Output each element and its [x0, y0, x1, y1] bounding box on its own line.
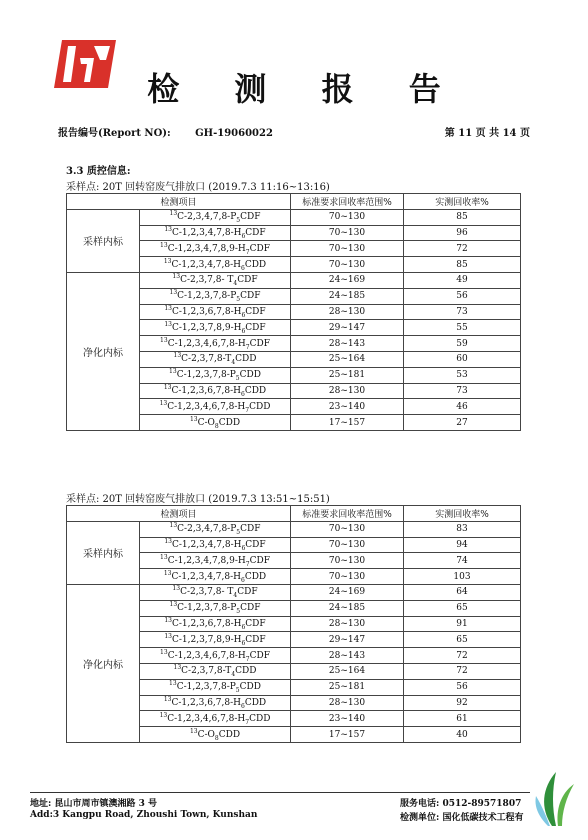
compound-name: C-1,2,3,7,8,9-H	[171, 634, 242, 645]
isotope-mass: 13	[164, 617, 172, 625]
halogen-count: 5	[236, 608, 241, 616]
range-cell: 17~157	[291, 415, 404, 431]
range-cell: 23~140	[291, 711, 404, 727]
item-cell	[140, 351, 291, 367]
sampling-point-2: 采样点: 20T 回转窑废气排放口 (2019.7.3 13:51~15:51)	[66, 494, 330, 505]
range-cell: 24~185	[291, 288, 404, 304]
table-row	[67, 272, 521, 288]
isotope-mass: 13	[163, 696, 172, 704]
recovery-cell: 83	[404, 521, 521, 537]
compound-name: C-1,2,3,4,7,8-H	[171, 228, 242, 239]
compound-name: C-1,2,3,6,7,8-H	[171, 307, 242, 318]
range-cell: 24~169	[291, 272, 404, 288]
halogen-count: 5	[235, 687, 240, 695]
footer-divider	[30, 792, 530, 793]
range-cell: 25~181	[291, 679, 404, 695]
recovery-cell: 94	[404, 537, 521, 553]
range-cell: 24~185	[291, 600, 404, 616]
range-cell: 70~130	[291, 553, 404, 569]
qc-table-2	[66, 505, 521, 743]
halogen-count: 6	[240, 390, 245, 398]
isotope-mass: 13	[169, 368, 177, 376]
halogen-count: 5	[236, 529, 241, 537]
compound-name: C-1,2,3,4,6,7,8-H	[167, 650, 246, 661]
recovery-cell: 72	[404, 648, 521, 664]
halogen-count: 7	[245, 655, 250, 663]
column-header: 标准要求回收率范围%	[291, 506, 404, 522]
halogen-count: 8	[214, 422, 219, 430]
halogen-count: 6	[240, 576, 245, 584]
recovery-cell: 27	[404, 415, 521, 431]
group-label: 采样内标	[67, 209, 140, 272]
compound-name: C-1,2,3,4,6,7,8-H	[167, 338, 246, 349]
compound-class: CDF	[245, 228, 266, 239]
item-cell	[140, 383, 291, 399]
isotope-mass: 13	[173, 352, 182, 360]
compound-name: C-1,2,3,7,8-P	[176, 682, 236, 693]
recovery-cell: 60	[404, 351, 521, 367]
recovery-cell: 85	[404, 209, 521, 225]
compound-class: CDF	[249, 243, 270, 254]
isotope-mass: 13	[163, 384, 172, 392]
recovery-cell: 56	[404, 679, 521, 695]
halogen-count: 6	[241, 623, 246, 631]
compound-class: CDF	[240, 291, 261, 302]
compound-name: C-1,2,3,4,7,8-H	[171, 259, 241, 270]
compound-name: C-1,2,3,4,7,8-H	[171, 571, 241, 582]
item-cell	[140, 225, 291, 241]
compound-name: C-1,2,3,4,7,8,9-H	[167, 555, 246, 566]
isotope-mass: 13	[169, 522, 178, 530]
recovery-cell: 91	[404, 616, 521, 632]
item-cell	[140, 272, 291, 288]
isotope-mass: 13	[160, 336, 168, 344]
page-indicator: 第 11 页 共 14 页	[444, 128, 530, 139]
item-cell	[140, 304, 291, 320]
range-cell: 70~130	[291, 569, 404, 585]
item-cell	[140, 632, 291, 648]
halogen-count: 7	[245, 343, 250, 351]
recovery-cell: 61	[404, 711, 521, 727]
compound-class: CDD	[244, 698, 267, 709]
recovery-cell: 72	[404, 663, 521, 679]
range-cell: 29~147	[291, 632, 404, 648]
table-header-row	[67, 506, 521, 522]
compound-name: C-2,3,7,8- T	[180, 275, 234, 286]
compound-name: C-2,3,7,8- T	[180, 587, 234, 598]
compound-class: CDF	[249, 338, 270, 349]
recovery-cell: 55	[404, 320, 521, 336]
halogen-count: 6	[241, 232, 246, 240]
halogen-count: 6	[241, 311, 246, 319]
footer-address-en: Add:3 Kangpu Road, Zhoushi Town, Kunshan	[30, 810, 258, 820]
compound-class: CDF	[245, 540, 266, 551]
compound-name: C-1,2,3,4,7,8-H	[171, 540, 242, 551]
compound-class: CDF	[249, 650, 270, 661]
compound-class: CDD	[218, 417, 241, 428]
column-header: 检测项目	[67, 194, 291, 210]
item-cell	[140, 616, 291, 632]
halogen-count: 4	[231, 359, 236, 367]
compound-class: CDF	[240, 603, 261, 614]
recovery-cell: 65	[404, 632, 521, 648]
compound-class: CDD	[244, 386, 267, 397]
recovery-cell: 49	[404, 272, 521, 288]
compound-class: CDD	[239, 370, 261, 381]
range-cell: 25~181	[291, 367, 404, 383]
qc-table-1	[66, 193, 521, 431]
range-cell: 28~143	[291, 336, 404, 352]
isotope-mass: 13	[163, 257, 172, 265]
halogen-count: 6	[241, 544, 246, 552]
range-cell: 70~130	[291, 225, 404, 241]
isotope-mass: 13	[169, 601, 178, 609]
recovery-cell: 74	[404, 553, 521, 569]
isotope-mass: 13	[189, 415, 198, 423]
compound-name: C-1,2,3,7,8,9-H	[171, 322, 242, 333]
compound-class: CDF	[237, 275, 258, 286]
isotope-mass: 13	[164, 305, 172, 313]
halogen-count: 4	[231, 671, 236, 679]
compound-class: CDD	[218, 729, 241, 740]
compound-name: C-1,2,3,6,7,8-H	[171, 698, 241, 709]
range-cell: 70~130	[291, 257, 404, 273]
compound-name: C-1,2,3,6,7,8-H	[171, 619, 242, 630]
compound-class: CDD	[235, 666, 257, 677]
compound-class: CDD	[249, 401, 271, 412]
column-header: 检测项目	[67, 506, 291, 522]
isotope-mass: 13	[173, 664, 182, 672]
leaf-watermark-icon	[530, 768, 578, 828]
item-cell	[140, 695, 291, 711]
halogen-count: 7	[245, 560, 250, 568]
range-cell: 28~130	[291, 304, 404, 320]
halogen-count: 5	[235, 375, 240, 383]
isotope-mass: 13	[164, 632, 172, 640]
item-cell	[140, 288, 291, 304]
item-cell	[140, 241, 291, 257]
compound-name: C-O	[197, 417, 215, 428]
table-row	[67, 521, 521, 537]
compound-name: C-1,2,3,4,6,7,8-H	[167, 713, 246, 724]
range-cell: 17~157	[291, 727, 404, 743]
item-cell	[140, 679, 291, 695]
column-header: 实测回收率%	[404, 506, 521, 522]
isotope-mass: 13	[159, 399, 168, 407]
item-cell	[140, 257, 291, 273]
footer-phone: 服务电话: 0512-89571807	[400, 799, 522, 809]
halogen-count: 7	[245, 248, 250, 256]
compound-class: CDF	[245, 307, 266, 318]
compound-name: C-O	[197, 729, 215, 740]
halogen-count: 5	[236, 296, 241, 304]
group-label: 采样内标	[67, 521, 140, 584]
recovery-cell: 96	[404, 225, 521, 241]
recovery-cell: 40	[404, 727, 521, 743]
recovery-cell: 56	[404, 288, 521, 304]
column-header: 实测回收率%	[404, 194, 521, 210]
compound-name: C-1,2,3,7,8-P	[177, 291, 237, 302]
range-cell: 70~130	[291, 241, 404, 257]
document-title: 检 测 报 告	[147, 70, 463, 108]
compound-class: CDD	[244, 259, 267, 270]
compound-name: C-2,3,4,7,8-P	[177, 212, 237, 223]
range-cell: 28~130	[291, 383, 404, 399]
isotope-mass: 13	[169, 210, 178, 218]
table-header-row	[67, 194, 521, 210]
range-cell: 70~130	[291, 521, 404, 537]
isotope-mass: 13	[189, 727, 198, 735]
recovery-cell: 64	[404, 584, 521, 600]
item-cell	[140, 415, 291, 431]
recovery-cell: 53	[404, 367, 521, 383]
halogen-count: 8	[214, 734, 219, 742]
compound-class: CDF	[245, 322, 266, 333]
isotope-mass: 13	[169, 680, 177, 688]
item-cell	[140, 600, 291, 616]
footer-unit: 检测单位: 国化低碳技术工程有	[400, 813, 524, 823]
item-cell	[140, 648, 291, 664]
halogen-count: 5	[236, 217, 241, 225]
compound-name: C-1,2,3,6,7,8-H	[171, 386, 241, 397]
compound-class: CDF	[237, 587, 258, 598]
compound-class: CDD	[239, 682, 261, 693]
item-cell	[140, 521, 291, 537]
compound-class: CDF	[245, 619, 266, 630]
group-label: 净化内标	[67, 272, 140, 430]
halogen-count: 6	[241, 639, 246, 647]
isotope-mass: 13	[169, 289, 178, 297]
group-label: 净化内标	[67, 584, 140, 742]
sampling-point-1: 采样点: 20T 回转窑废气排放口 (2019.7.3 11:16~13:16)	[66, 182, 330, 193]
halogen-count: 4	[233, 592, 238, 600]
column-header: 标准要求回收率范围%	[291, 194, 404, 210]
isotope-mass: 13	[159, 711, 168, 719]
table-row	[67, 584, 521, 600]
item-cell	[140, 537, 291, 553]
compound-class: CDF	[240, 524, 261, 535]
compound-name: C-2,3,7,8-T	[181, 354, 232, 365]
report-no-value: GH-19060022	[195, 128, 273, 139]
recovery-cell: 92	[404, 695, 521, 711]
range-cell: 70~130	[291, 209, 404, 225]
range-cell: 28~130	[291, 616, 404, 632]
recovery-cell: 73	[404, 383, 521, 399]
compound-name: C-1,2,3,4,7,8,9-H	[167, 243, 246, 254]
recovery-cell: 103	[404, 569, 521, 585]
halogen-count: 6	[241, 327, 246, 335]
item-cell	[140, 399, 291, 415]
range-cell: 25~164	[291, 663, 404, 679]
halogen-count: 7	[245, 718, 250, 726]
compound-class: CDF	[240, 212, 261, 223]
halogen-count: 7	[245, 406, 250, 414]
compound-name: C-2,3,4,7,8-P	[177, 524, 237, 535]
item-cell	[140, 320, 291, 336]
isotope-mass: 13	[164, 226, 172, 234]
recovery-cell: 46	[404, 399, 521, 415]
report-number	[58, 124, 273, 139]
compound-class: CDF	[245, 634, 266, 645]
item-cell	[140, 711, 291, 727]
recovery-cell: 85	[404, 257, 521, 273]
isotope-mass: 13	[160, 648, 168, 656]
compound-name: C-1,2,3,7,8-P	[177, 603, 237, 614]
compound-name: C-1,2,3,4,6,7,8-H	[167, 401, 246, 412]
compound-class: CDD	[244, 571, 267, 582]
range-cell: 70~130	[291, 537, 404, 553]
item-cell	[140, 209, 291, 225]
isotope-mass: 13	[164, 320, 172, 328]
item-cell	[140, 553, 291, 569]
report-no-label: 报告编号(Report NO):	[58, 128, 171, 139]
item-cell	[140, 336, 291, 352]
isotope-mass: 13	[160, 553, 168, 561]
compound-class: CDD	[249, 713, 271, 724]
halogen-count: 4	[233, 280, 238, 288]
table-row	[67, 209, 521, 225]
isotope-mass: 13	[172, 585, 181, 593]
item-cell	[140, 367, 291, 383]
isotope-mass: 13	[164, 538, 172, 546]
footer-address-cn: 地址: 昆山市周市镇澳湘路 3 号	[30, 799, 157, 809]
item-cell	[140, 663, 291, 679]
compound-name: C-2,3,7,8-T	[181, 666, 232, 677]
recovery-cell: 59	[404, 336, 521, 352]
halogen-count: 6	[240, 702, 245, 710]
range-cell: 23~140	[291, 399, 404, 415]
section-title: 3.3 质控信息:	[66, 166, 131, 177]
item-cell	[140, 727, 291, 743]
range-cell: 28~143	[291, 648, 404, 664]
compound-name: C-1,2,3,7,8-P	[176, 370, 236, 381]
item-cell	[140, 584, 291, 600]
item-cell	[140, 569, 291, 585]
recovery-cell: 72	[404, 241, 521, 257]
range-cell: 28~130	[291, 695, 404, 711]
halogen-count: 6	[240, 264, 245, 272]
recovery-cell: 65	[404, 600, 521, 616]
isotope-mass: 13	[163, 569, 172, 577]
isotope-mass: 13	[160, 241, 168, 249]
range-cell: 24~169	[291, 584, 404, 600]
isotope-mass: 13	[172, 273, 181, 281]
range-cell: 25~164	[291, 351, 404, 367]
range-cell: 29~147	[291, 320, 404, 336]
recovery-cell: 73	[404, 304, 521, 320]
compound-class: CDF	[249, 555, 270, 566]
compound-class: CDD	[235, 354, 257, 365]
